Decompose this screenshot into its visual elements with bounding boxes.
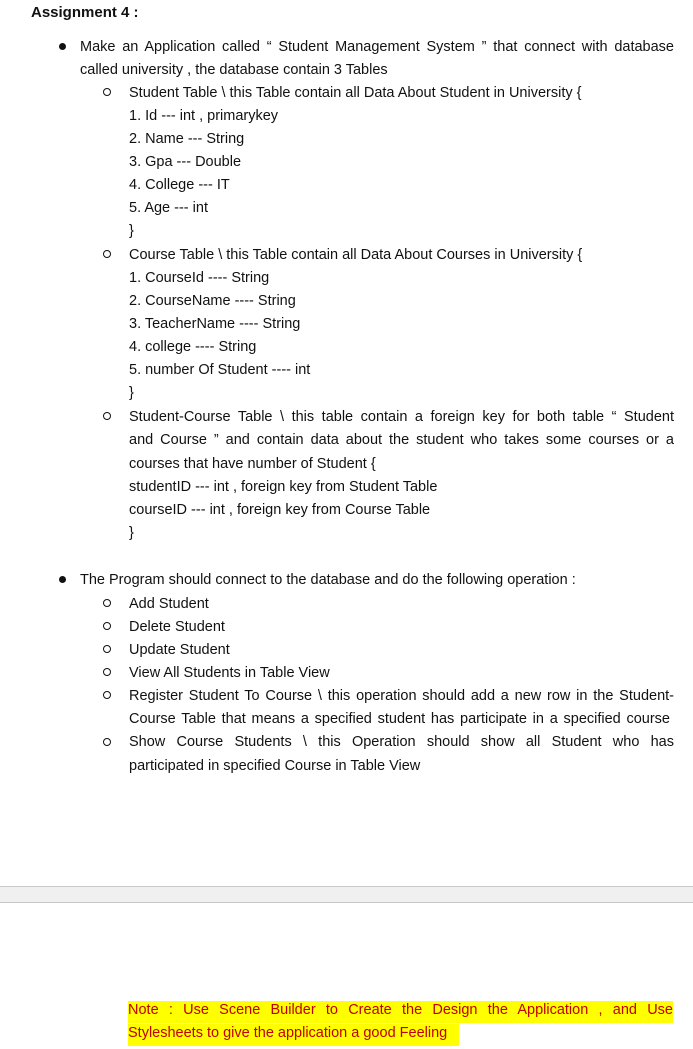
course-field: 4. college ---- String <box>129 339 257 355</box>
note-line-2: Stylesheets to give the application a good Feeling <box>128 1025 448 1041</box>
circle-bullet-icon <box>103 599 111 607</box>
circle-bullet-icon <box>103 88 111 96</box>
operation-item: View All Students in Table View <box>129 665 330 681</box>
student-course-close: } <box>129 525 134 541</box>
student-field: 4. College --- IT <box>129 177 230 193</box>
register-line-1: Register Student To Course \ this operation should add a new row in the Student- <box>129 688 674 704</box>
operation-item: Delete Student <box>129 619 225 635</box>
assignment-title: Assignment 4 : <box>31 4 139 21</box>
student-field: 3. Gpa --- Double <box>129 154 242 170</box>
operation-item: Add Student <box>129 596 209 612</box>
circle-bullet-icon <box>103 412 111 420</box>
circle-bullet-icon <box>103 668 111 676</box>
circle-bullet-icon <box>103 645 111 653</box>
course-field: 2. CourseName ---- String <box>129 293 296 309</box>
student-field: 1. Id --- int , primarykey <box>129 108 279 124</box>
course-field: 3. TeacherName ---- String <box>129 316 301 332</box>
student-course-line-2: and Course ” and contain data about the student who takes some courses or a <box>129 432 674 448</box>
student-field: 5. Age --- int <box>129 200 208 216</box>
register-line-2: Course Table that means a specified student has participate in a specified course <box>129 711 670 727</box>
student-course-field: studentID --- int , foreign key from Student Table <box>129 479 438 495</box>
circle-bullet-icon <box>103 622 111 630</box>
bullet-dot <box>59 576 66 583</box>
circle-bullet-icon <box>103 738 111 746</box>
operation-item: Update Student <box>129 642 230 658</box>
note-line-1: Note : Use Scene Builder to Create the Design the Application , and Use <box>128 1002 673 1018</box>
intro-line-1: Make an Application called “ Student Management System ” that connect with database <box>80 39 674 55</box>
student-table-header: Student Table \ this Table contain all Data About Student in University { <box>129 85 582 101</box>
student-course-field: courseID --- int , foreign key from Course Table <box>129 502 431 518</box>
course-field: 5. number Of Student ---- int <box>129 362 311 378</box>
course-table-header: Course Table \ this Table contain all Data About Courses in University { <box>129 247 583 263</box>
course-table-close: } <box>129 385 134 401</box>
intro-line-2: called university , the database contain 3 Tables <box>80 62 388 78</box>
circle-bullet-icon <box>103 250 111 258</box>
student-table-close: } <box>129 223 134 239</box>
course-field: 1. CourseId ---- String <box>129 270 270 286</box>
circle-bullet-icon <box>103 691 111 699</box>
show-line-1: Show Course Students \ this Operation should show all Student who has <box>129 734 674 750</box>
program-header: The Program should connect to the database and do the following operation : <box>80 572 576 588</box>
student-course-line-1: Student-Course Table \ this table contain a foreign key for both table “ Student <box>129 409 674 425</box>
bullet-dot <box>59 43 66 50</box>
student-course-line-3: courses that have number of Student { <box>129 456 376 472</box>
page-break <box>0 886 693 903</box>
show-line-2: participated in specified Course in Table View <box>129 758 421 774</box>
student-field: 2. Name --- String <box>129 131 245 147</box>
